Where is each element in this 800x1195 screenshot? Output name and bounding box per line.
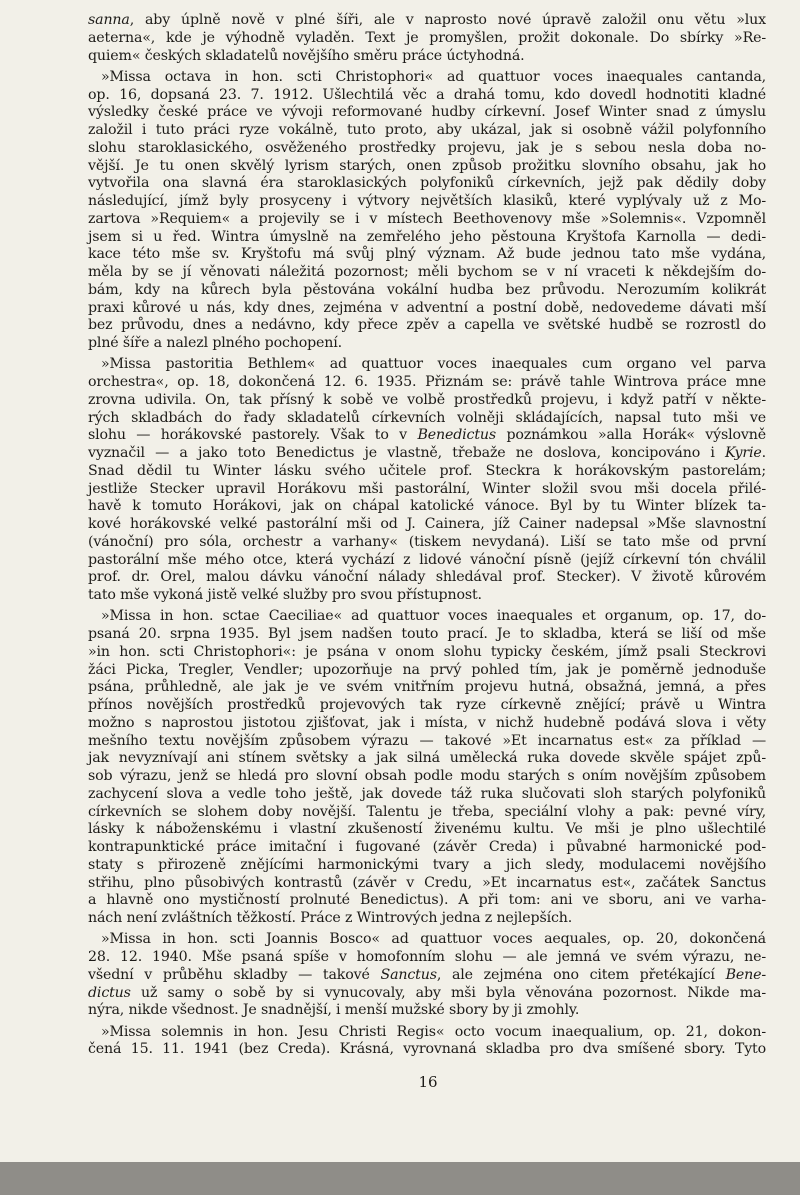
- text-line: vější. Je tu onen skvělý lyrism starých, onen způsob prožitku slovního obsahu, jak ho: [88, 157, 766, 174]
- text-line: zartova »Requiem« a projevily se i v místech Beethovenovy mše »Solemnis«. Vzpomněl: [88, 210, 766, 227]
- text-line: bám, kdy na kůrech byla pěstována vokální hudba bez průvodu. Nerozumím kolikrát: [88, 281, 766, 298]
- text-line: přínos novějších prostředků projevových tak ryze církevně znějící; právě u Wintra: [88, 697, 766, 713]
- italic-text: Sanctus: [380, 966, 437, 983]
- text-line: orchestra«, op. 18, dokončená 12. 6. 1935. Přiznám se: právě tahle Wintrova práce mne: [88, 374, 766, 390]
- text-line: jestliže Stecker upravil Horákovu mši pastorální, Winter složil svou mši docela přilé-: [88, 480, 766, 497]
- italic-text: Kyrie: [724, 445, 762, 461]
- text-line: »Missa octava in hon. scti Christophori« ad quattuor voces inaequales cantanda,: [101, 68, 766, 85]
- text-line: mešního textu novějším způsobem výrazu — takové »Et incarnatus est« za příklad —: [88, 732, 766, 749]
- italic-text: sanna: [88, 12, 130, 28]
- text-line: [88, 12, 766, 30]
- text-segment: , aby úplně nově v plné šíři, ale v naprosto nové úpravě založil onu větu »lux: [129, 12, 766, 28]
- text-line: rých skladbách do řady skladatelů církevních volněji skládajících, napsal tuto mši ve: [88, 409, 766, 426]
- italic-text: Bene-: [725, 966, 766, 983]
- text-line: měla by se jí věnovati náležitá pozornost; měli bychom se v ní vraceti k někdejším do-: [88, 264, 766, 280]
- text-line: založil i tuto práci ryze vokálně, tuto proto, aby ukázal, jak si osobně vážil polyfonního: [88, 122, 766, 138]
- text-segment: , ale zejména ono citem přetékající: [436, 966, 726, 983]
- text-line: lásky k náboženskému i vlastní zkušeností živenému kultu. Ve mši je plno ušlechtilé: [88, 821, 766, 838]
- text-line: (vánoční) pro sóla, orchestr a varhany« (tiskem nevydaná). Liší se tato mše od první: [88, 533, 766, 550]
- text-line: [88, 967, 766, 985]
- text-line: pastorální mše mého otce, která vychází z lidové vánoční písně (jejíž církevní tón chválil: [88, 551, 766, 568]
- text-segment: slohu — horákovské pastorely. Však to v: [88, 427, 418, 444]
- text-line: střihu, plno působivých kontrastů (závěr v Credu, »Et incarnatus est«, začátek Sanctus: [88, 874, 766, 891]
- text-line: zachycení slova a vedle toho ještě, jak dovede táž ruka slučovati sloh starých polyfoniků: [88, 785, 766, 802]
- text-line: »in hon. scti Christophori«: je psána v onom slohu typicky českém, jímž psali Steckrovi: [88, 643, 766, 660]
- text-line: vytvořila ona slavná éra staroklasických polyfoniků církevních, jejž pak dědily doby: [88, 175, 766, 192]
- paragraph: [88, 931, 766, 1020]
- document-body: [88, 12, 766, 1059]
- text-line: jsem si u řed. Wintra úmyslně na zemřelého jeho pěstouna Kryštofa Karnolla — dedi-: [88, 228, 766, 245]
- paragraph: [88, 12, 766, 65]
- text-line: havě k tomuto Horákovi, jak on chápal katolické vánoce. Byl by tu Winter blízek ta-: [88, 498, 766, 515]
- text-line: op. 16, dopsaná 23. 7. 1912. Ušlechtilá věc a drahá tomu, kdo dovedl hodnotiti kladné: [88, 86, 766, 103]
- text-line: žáci Picka, Tregler, Vendler; upozorňuje na prvý pohled tím, jak je poměrně jednoduše: [88, 661, 766, 678]
- text-line: psaná 20. srpna 1935. Byl jsem nadšen touto prací. Je to skladba, která se liší od mše: [88, 626, 766, 642]
- text-line: tato mše vykoná jistě velké služby pro svou přístupnost.: [88, 587, 482, 603]
- text-line: kontrapunktické práce imitační i fugované (závěr Creda) i půvabné harmonické pod-: [88, 839, 766, 855]
- text-segment: už samy o sobě by si vynucovaly, aby mši byla věnována pozornost. Nikde ma-: [130, 984, 766, 1001]
- scan-bottom-edge: [0, 1162, 800, 1195]
- paragraph: [88, 356, 766, 605]
- paragraph: [88, 69, 766, 353]
- italic-text: Benedictus: [417, 427, 497, 444]
- text-line: 28. 12. 1940. Mše psaná spíše v homofonním slohu — ale jemná ve svém výrazu, ne-: [88, 949, 766, 965]
- text-line: prof. dr. Orel, malou dávku vánoční nálady shledával prof. Stecker). V životě kůrovém: [88, 569, 766, 586]
- text-line: psána, průhledně, ale jak je ve svém vnitřním projevu hutná, obsažná, jemná, a přes: [88, 679, 766, 696]
- text-line: [88, 427, 766, 445]
- text-line: sob výrazu, jenž se hledá pro slovní obsah podle modu starých s oním novějším způsobem: [88, 768, 766, 784]
- text-line: plné šíře a nalezl plného pochopení.: [88, 335, 343, 351]
- text-line: »Missa pastoritia Bethlem« ad quattuor voces inaequales cum organo vel parva: [101, 356, 766, 373]
- text-line: [88, 985, 766, 1003]
- text-line: kové horákovské velké pastorální mši od J. Cainera, jíž Cainer nadepsal »Mše slavnostní: [88, 516, 766, 532]
- text-line: »Missa solemnis in hon. Jesu Christi Regis« octo vocum inaequalium, op. 21, dokon-: [101, 1023, 766, 1040]
- text-line: quiem« českých skladatelů novějšího směru práce úctyhodná.: [88, 47, 525, 64]
- text-segment: .: [761, 445, 766, 461]
- page-number: 16: [418, 1073, 438, 1091]
- text-line: nách není zvláštních těžkostí. Práce z Wintrových jedna z nejlepších.: [88, 910, 573, 926]
- text-line: bez průvodu, dnes a nedávno, kdy přece zpěv a capella ve světské hudbě se rozrostl do: [88, 317, 766, 334]
- text-line: výsledky české práce ve vývoji reformované hudby církevní. Josef Winter snad z úmyslu: [88, 104, 766, 121]
- text-line: zrovna udivila. On, tak přísný k sobě ve volbě prostředků projevu, i když patří v někte-: [88, 391, 766, 408]
- text-segment: poznámkou »alla Horák« výslovně: [496, 427, 766, 444]
- italic-text: dictus: [88, 984, 131, 1001]
- text-line: jak nevyznívají ani stínem světsky a jak silná umělecká ruka dovede skvěle spájet způ-: [88, 750, 766, 767]
- text-line: kace této mše sv. Kryštofu má svůj plný význam. Až bude jednou tato mše vydána,: [88, 246, 766, 263]
- text-line: čená 15. 11. 1941 (bez Creda). Krásná, vyrovnaná skladba pro dva smíšené sbory. Tyto: [88, 1041, 766, 1058]
- text-line: »Missa in hon. sctae Caeciliae« ad quattuor voces inaequales et organum, op. 17, do-: [101, 608, 766, 625]
- paragraph: [88, 1024, 766, 1060]
- text-line: následující, jímž byly prosyceny i výtvory největších klasiků, které vyplývaly už z Mo-: [88, 193, 766, 209]
- text-line: »Missa in hon. scti Joannis Bosco« ad quattuor voces aequales, op. 20, dokončená: [101, 931, 766, 948]
- text-line: církevních se slohem doby novější. Talentu je třeba, speciální vlohy a pak: pevné víry,: [88, 803, 766, 820]
- text-line: staty s přirozeně znějícími harmonickými tvary a jich sledy, modulacemi novějšího: [88, 856, 766, 873]
- text-segment: vyznačil — a jako toto Benedictus je vlastně, třebaže ne doslova, koncipováno i: [88, 445, 725, 461]
- text-line: slohu staroklasického, osvěženého prostředky projevu, jak je s sebou nesla doba no-: [88, 139, 766, 156]
- paragraph: [88, 608, 766, 928]
- text-line: aeterna«, kde je výhodně vyladěn. Text je promyšlen, prožit dokonale. Do sbírky »Re-: [88, 29, 766, 46]
- text-line: Snad dědil tu Winter lásku svého učitele prof. Steckra k horákovským pastorelám;: [88, 462, 766, 479]
- text-line: a hlavně ono mystičností prolnuté Benedictus). A při tom: ani ve sboru, ani ve varha-: [88, 892, 766, 909]
- text-line: praxi kůrové u nás, kdy dnes, zejména v adventní a postní době, nedovedeme dávati mší: [88, 299, 766, 316]
- text-line: nýra, nikde všednost. Je snadnější, i menší mužské sbory by ji zmohly.: [88, 1002, 580, 1019]
- text-line: [88, 445, 766, 463]
- text-line: možno s naprostou jistotou zjišťovat, jak i místa, v nichž hudebně podává slova i věty: [88, 714, 766, 731]
- text-segment: všední v průběhu skladby — takové: [88, 966, 381, 983]
